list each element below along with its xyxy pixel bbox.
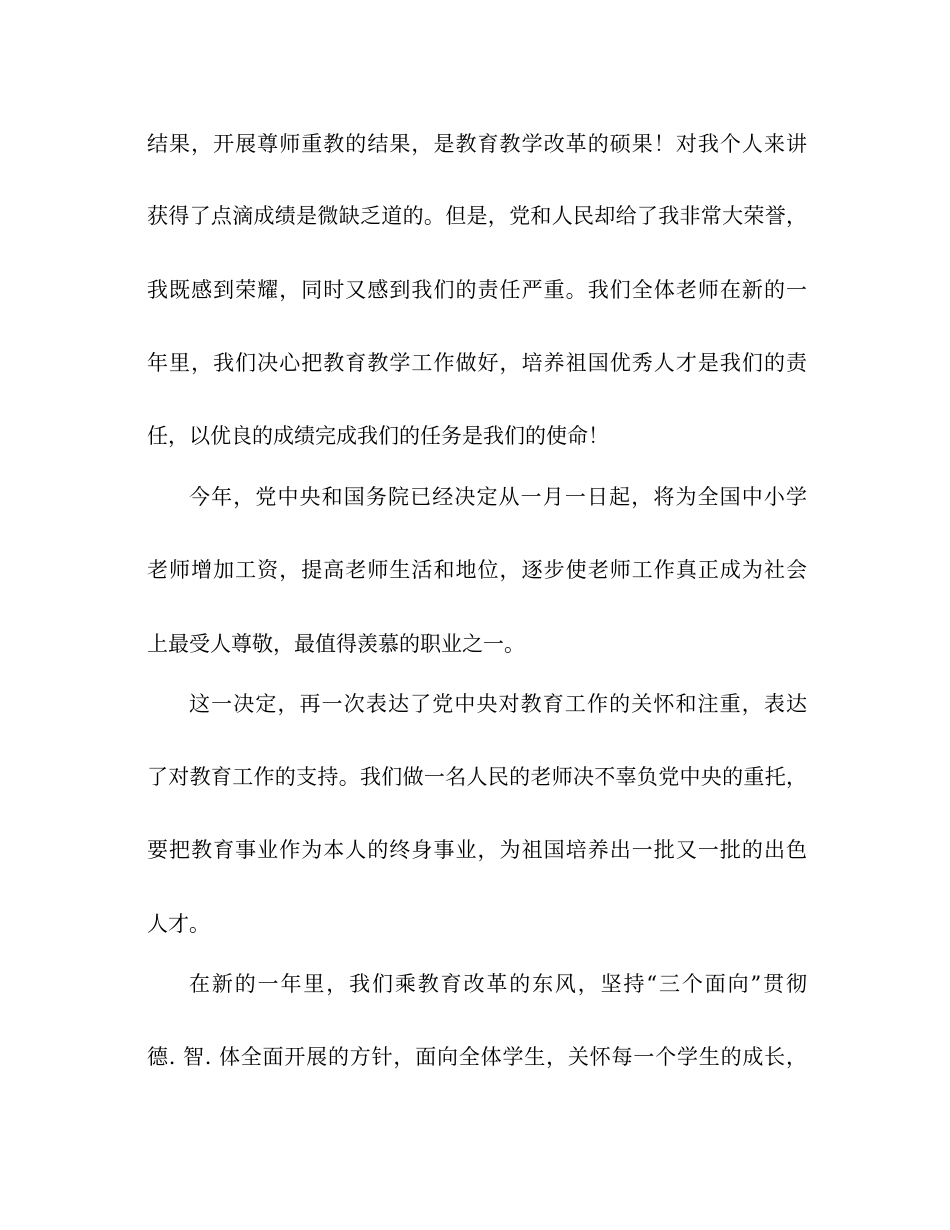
text-line: 老师增加工资，提高老师生活和地位，逐步使老师工作真正成为社会 <box>147 558 807 582</box>
text-line: 我既感到荣耀，同时又感到我们的责任严重。我们全体老师在新的一 <box>147 278 807 302</box>
paragraph-first-line: 今年，党中央和国务院已经决定从一月一日起，将为全国中小学 <box>189 485 807 509</box>
text-line: 年里，我们决心把教育教学工作做好，培养祖国优秀人才是我们的责 <box>147 351 807 375</box>
text-line: 了对教育工作的支持。我们做一名人民的老师决不辜负党中央的重托， <box>147 765 807 789</box>
paragraph-first-line: 在新的一年里，我们乘教育改革的东风，坚持“三个面向”贯彻 <box>189 972 807 996</box>
text-line: 要把教育事业作为本人的终身事业，为祖国培养出一批又一批的出色 <box>147 838 807 862</box>
text-line: 德. 智. 体全面开展的方针，面向全体学生，关怀每一个学生的成长， <box>147 1045 807 1069</box>
text-line: 获得了点滴成绩是微缺乏道的。但是，党和人民却给了我非常大荣誉， <box>147 204 807 228</box>
text-line: 上最受人尊敬，最值得羡慕的职业之一。 <box>147 632 525 656</box>
text-line: 人才。 <box>147 912 210 936</box>
paragraph-first-line: 这一决定，再一次表达了党中央对教育工作的关怀和注重，表达 <box>189 692 807 716</box>
text-line: 任，以优良的成绩完成我们的任务是我们的使命！ <box>147 424 609 448</box>
text-line: 结果，开展尊师重教的结果，是教育教学改革的硕果！对我个人来讲 <box>147 132 807 156</box>
